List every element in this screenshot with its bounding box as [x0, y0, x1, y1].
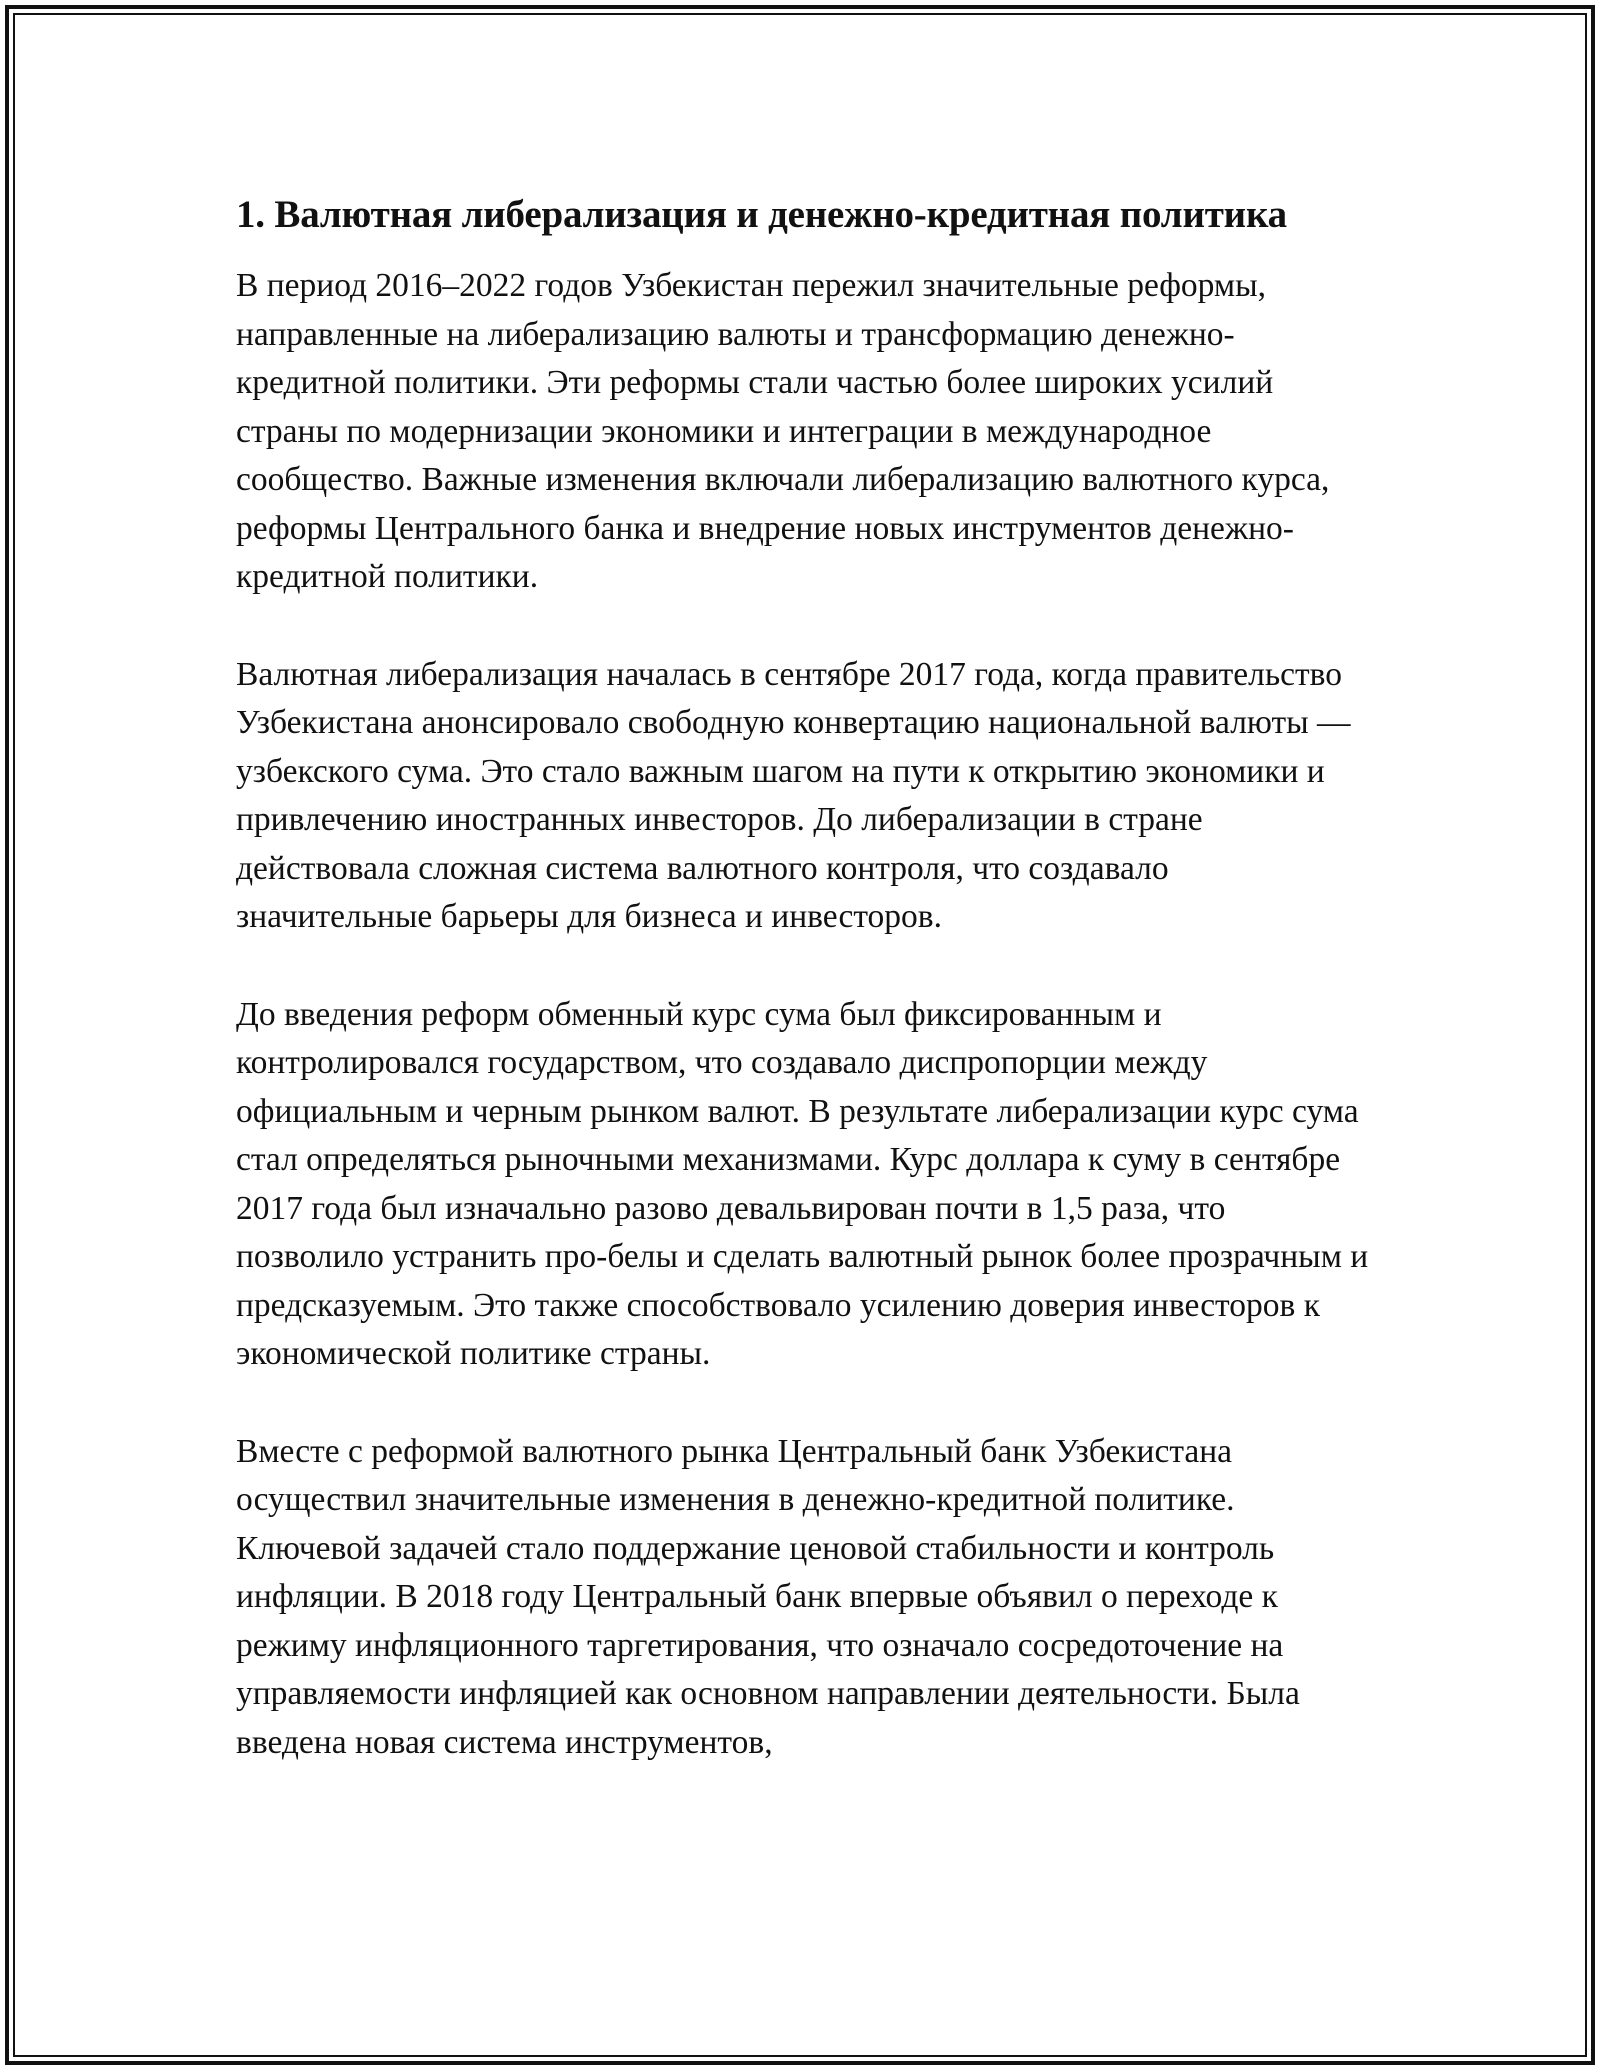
paragraph-1: В период 2016–2022 годов Узбекистан пережил значительные реформы, направленные на либерализацию валюты и трансформацию денежно-кредитной политики. Эти реформы стали частью более широких усилий страны по модернизации экономики и интеграции в международное сообщество. Важные изменения включали либерализацию валютного курса, реформы Центрального банка и внедрение новых инструментов денежно-кредитной политики. — [236, 267, 1330, 595]
section-heading: 1. Валютная либерализация и денежно-кредитная политика — [236, 193, 1287, 236]
paragraph-4: Вместе с реформой валютного рынка Центральный банк Узбекистана осуществил значительные изменения в денежно-кредитной политике. Ключевой задачей стало поддержание ценовой стабильности и контроль инфляции. В 2018 году Центральный банк впервые объявил о переходе к режиму инфляционного таргетирования, что означало сосредоточение на управляемости инфляцией как основном направлении деятельности. Была введена новая система инструментов, — [236, 1432, 1300, 1761]
document-body — [236, 188, 1371, 1816]
paragraph-3: До введения реформ обменный курс сума был фиксированным и контролировался государством, что создавало диспропорции между официальным и черным рынком валют. В результате либерализации курс сума стал определяться рыночными механизмами. Курс доллара к суму в сентябре 2017 года был изначально разово девальвирован почти в 1,5 раза, что позволило устранить про-белы и сделать валютный рынок более прозрачным и предсказуемым. Это также способствовало усилению доверия инвесторов к экономической политике страны. — [236, 995, 1369, 1372]
paragraph-2: Валютная либерализация началась в сентябре 2017 года, когда правительство Узбекистана анонсировало свободную конвертацию национальной валюты — узбекского сума. Это стало важным шагом на пути к открытию экономики и привлечению иностранных инвесторов. До либерализации в стране действовала сложная система валютного контроля, что создавало значительные барьеры для бизнеса и инвесторов. — [236, 655, 1351, 935]
